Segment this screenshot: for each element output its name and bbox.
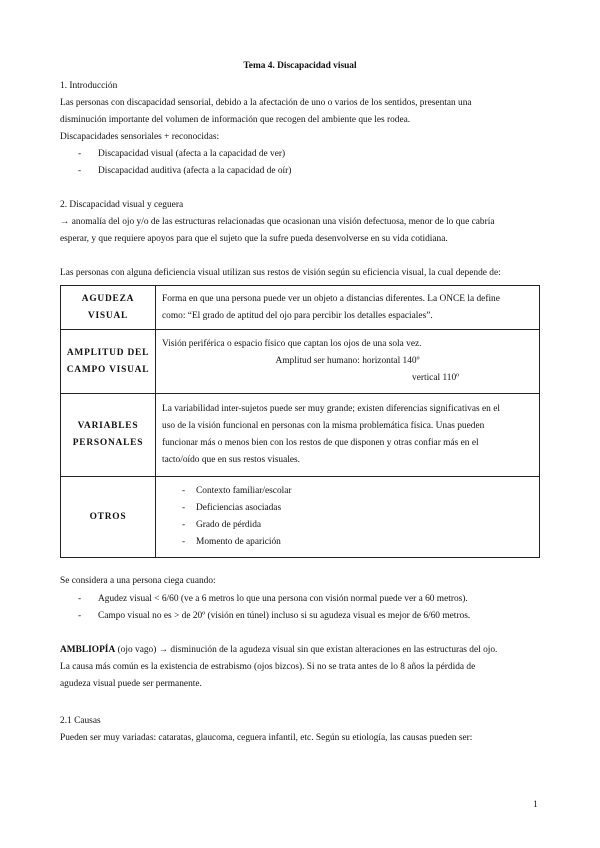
table-intro: Las personas con alguna deficiencia visual utilizan sus restos de visión según su eficiencia visual, la cual depende de: xyxy=(60,268,501,278)
amblyopia-line: La causa más común es la existencia de estrabismo (ojos bizcos). Si no se trata antes de lo 8 años la pérdida de xyxy=(60,662,476,672)
amblyopia-definition: (ojo vago) → disminución de la agudeza visual sin que existan alteraciones en las estructuras del ojo. xyxy=(115,645,498,655)
cell-line: uso de la visión funcional en personas con la misma problemática física. Unas pueden xyxy=(162,421,485,431)
row-header xyxy=(61,394,156,477)
row-content xyxy=(156,330,540,394)
row-header-line: OTROS xyxy=(89,511,127,522)
row-content xyxy=(156,477,540,558)
list-item: - Discapacidad visual (afecta a la capacidad de ver) xyxy=(60,146,291,163)
section-2-heading: 2. Discapacidad visual y ceguera xyxy=(60,200,184,210)
list-item: - Campo visual no es > de 20º (visión en túnel) incluso si su agudeza visual es mejor de 6/60 metros. xyxy=(60,608,470,625)
page-number: 1 xyxy=(533,800,538,810)
cell-line: Visión periférica o espacio físico que captan los ojos de una sola vez. xyxy=(162,339,422,349)
paragraph-line: Pueden ser muy variadas: cataratas, glaucoma, ceguera infantil, etc. Según su etiología, las causas pueden ser: xyxy=(60,733,473,743)
cell-line: tacto/oído que en sus restos visuales. xyxy=(162,455,300,465)
blind-criteria-list xyxy=(60,591,470,625)
row-header-line: PERSONALES xyxy=(72,438,144,448)
cell-line: Amplitud ser humano: horizontal 140º xyxy=(275,356,420,366)
list-item: - Contexto familiar/escolar xyxy=(162,483,533,500)
row-header xyxy=(61,330,156,394)
table-row xyxy=(61,394,540,477)
row-header xyxy=(61,286,156,330)
list-item: - Agudez visual < 6/60 (ve a 6 metros lo que una persona con visión normal puede ver a 60 metros). xyxy=(60,591,470,608)
paragraph-line: Las personas con discapacidad sensorial, debido a la afectación de uno o varios de los sentidos, presentan una xyxy=(60,98,472,108)
row-content xyxy=(156,394,540,477)
cell-line: funcionar más o menos bien con los restos de que disponen y otras confiar más en el xyxy=(162,438,479,448)
table-row xyxy=(61,330,540,394)
list-intro: Discapacidades sensoriales + reconocidas: xyxy=(60,132,220,142)
amblyopia-term: AMBLIOPÍA xyxy=(60,645,116,655)
list-item: - Deficiencias asociadas xyxy=(162,500,533,517)
table-row xyxy=(61,477,540,558)
paragraph-line: disminución importante del volumen de información que recogen del ambiente que les rodea. xyxy=(60,115,411,125)
row-content xyxy=(156,286,540,330)
list-item: - Momento de aparición xyxy=(162,534,533,551)
blind-criteria-intro: Se considera a una persona ciega cuando: xyxy=(60,576,216,586)
section-2-1-heading: 2.1 Causas xyxy=(60,716,101,726)
definition-line: esperar, y que requiere apoyos para que el sujeto que la sufre pueda desenvolverse en su vida cotidiana. xyxy=(60,234,448,244)
amblyopia-line xyxy=(60,642,540,659)
cell-line: Forma en que una persona puede ver un objeto a distancias diferentes. La ONCE la define xyxy=(162,293,500,304)
row-header-line: CAMPO VISUAL xyxy=(66,364,150,375)
definition-line: → anomalía del ojo y/o de las estructuras relacionadas que ocasionan una visión defectuosa, menor de lo que cabría xyxy=(60,217,495,227)
other-factors-list xyxy=(162,483,533,551)
row-header-line: AMPLITUD DEL xyxy=(66,347,150,358)
list-item: - Grado de pérdida xyxy=(162,517,533,534)
sensory-disability-list xyxy=(60,146,291,180)
row-header-line: VARIABLES xyxy=(77,421,139,431)
page-title: Tema 4. Discapacidad visual xyxy=(243,61,357,71)
row-header xyxy=(61,477,156,558)
row-header-line: AGUDEZA xyxy=(81,293,135,304)
visual-efficiency-table xyxy=(60,285,540,558)
table-row xyxy=(61,286,540,330)
cell-line: La variabilidad inter-sujetos puede ser muy grande; existen diferencias significativas en el xyxy=(162,404,500,414)
cell-line: vertical 110º xyxy=(412,373,460,383)
row-header-line: VISUAL xyxy=(87,310,129,321)
section-1-heading: 1. Introducción xyxy=(60,81,118,91)
cell-line: como: “El grado de aptitud del ojo para percibir los detalles espaciales”. xyxy=(162,310,433,321)
list-item: - Discapacidad auditiva (afecta a la capacidad de oír) xyxy=(60,163,291,180)
amblyopia-line: agudeza visual puede ser permanente. xyxy=(60,679,202,689)
